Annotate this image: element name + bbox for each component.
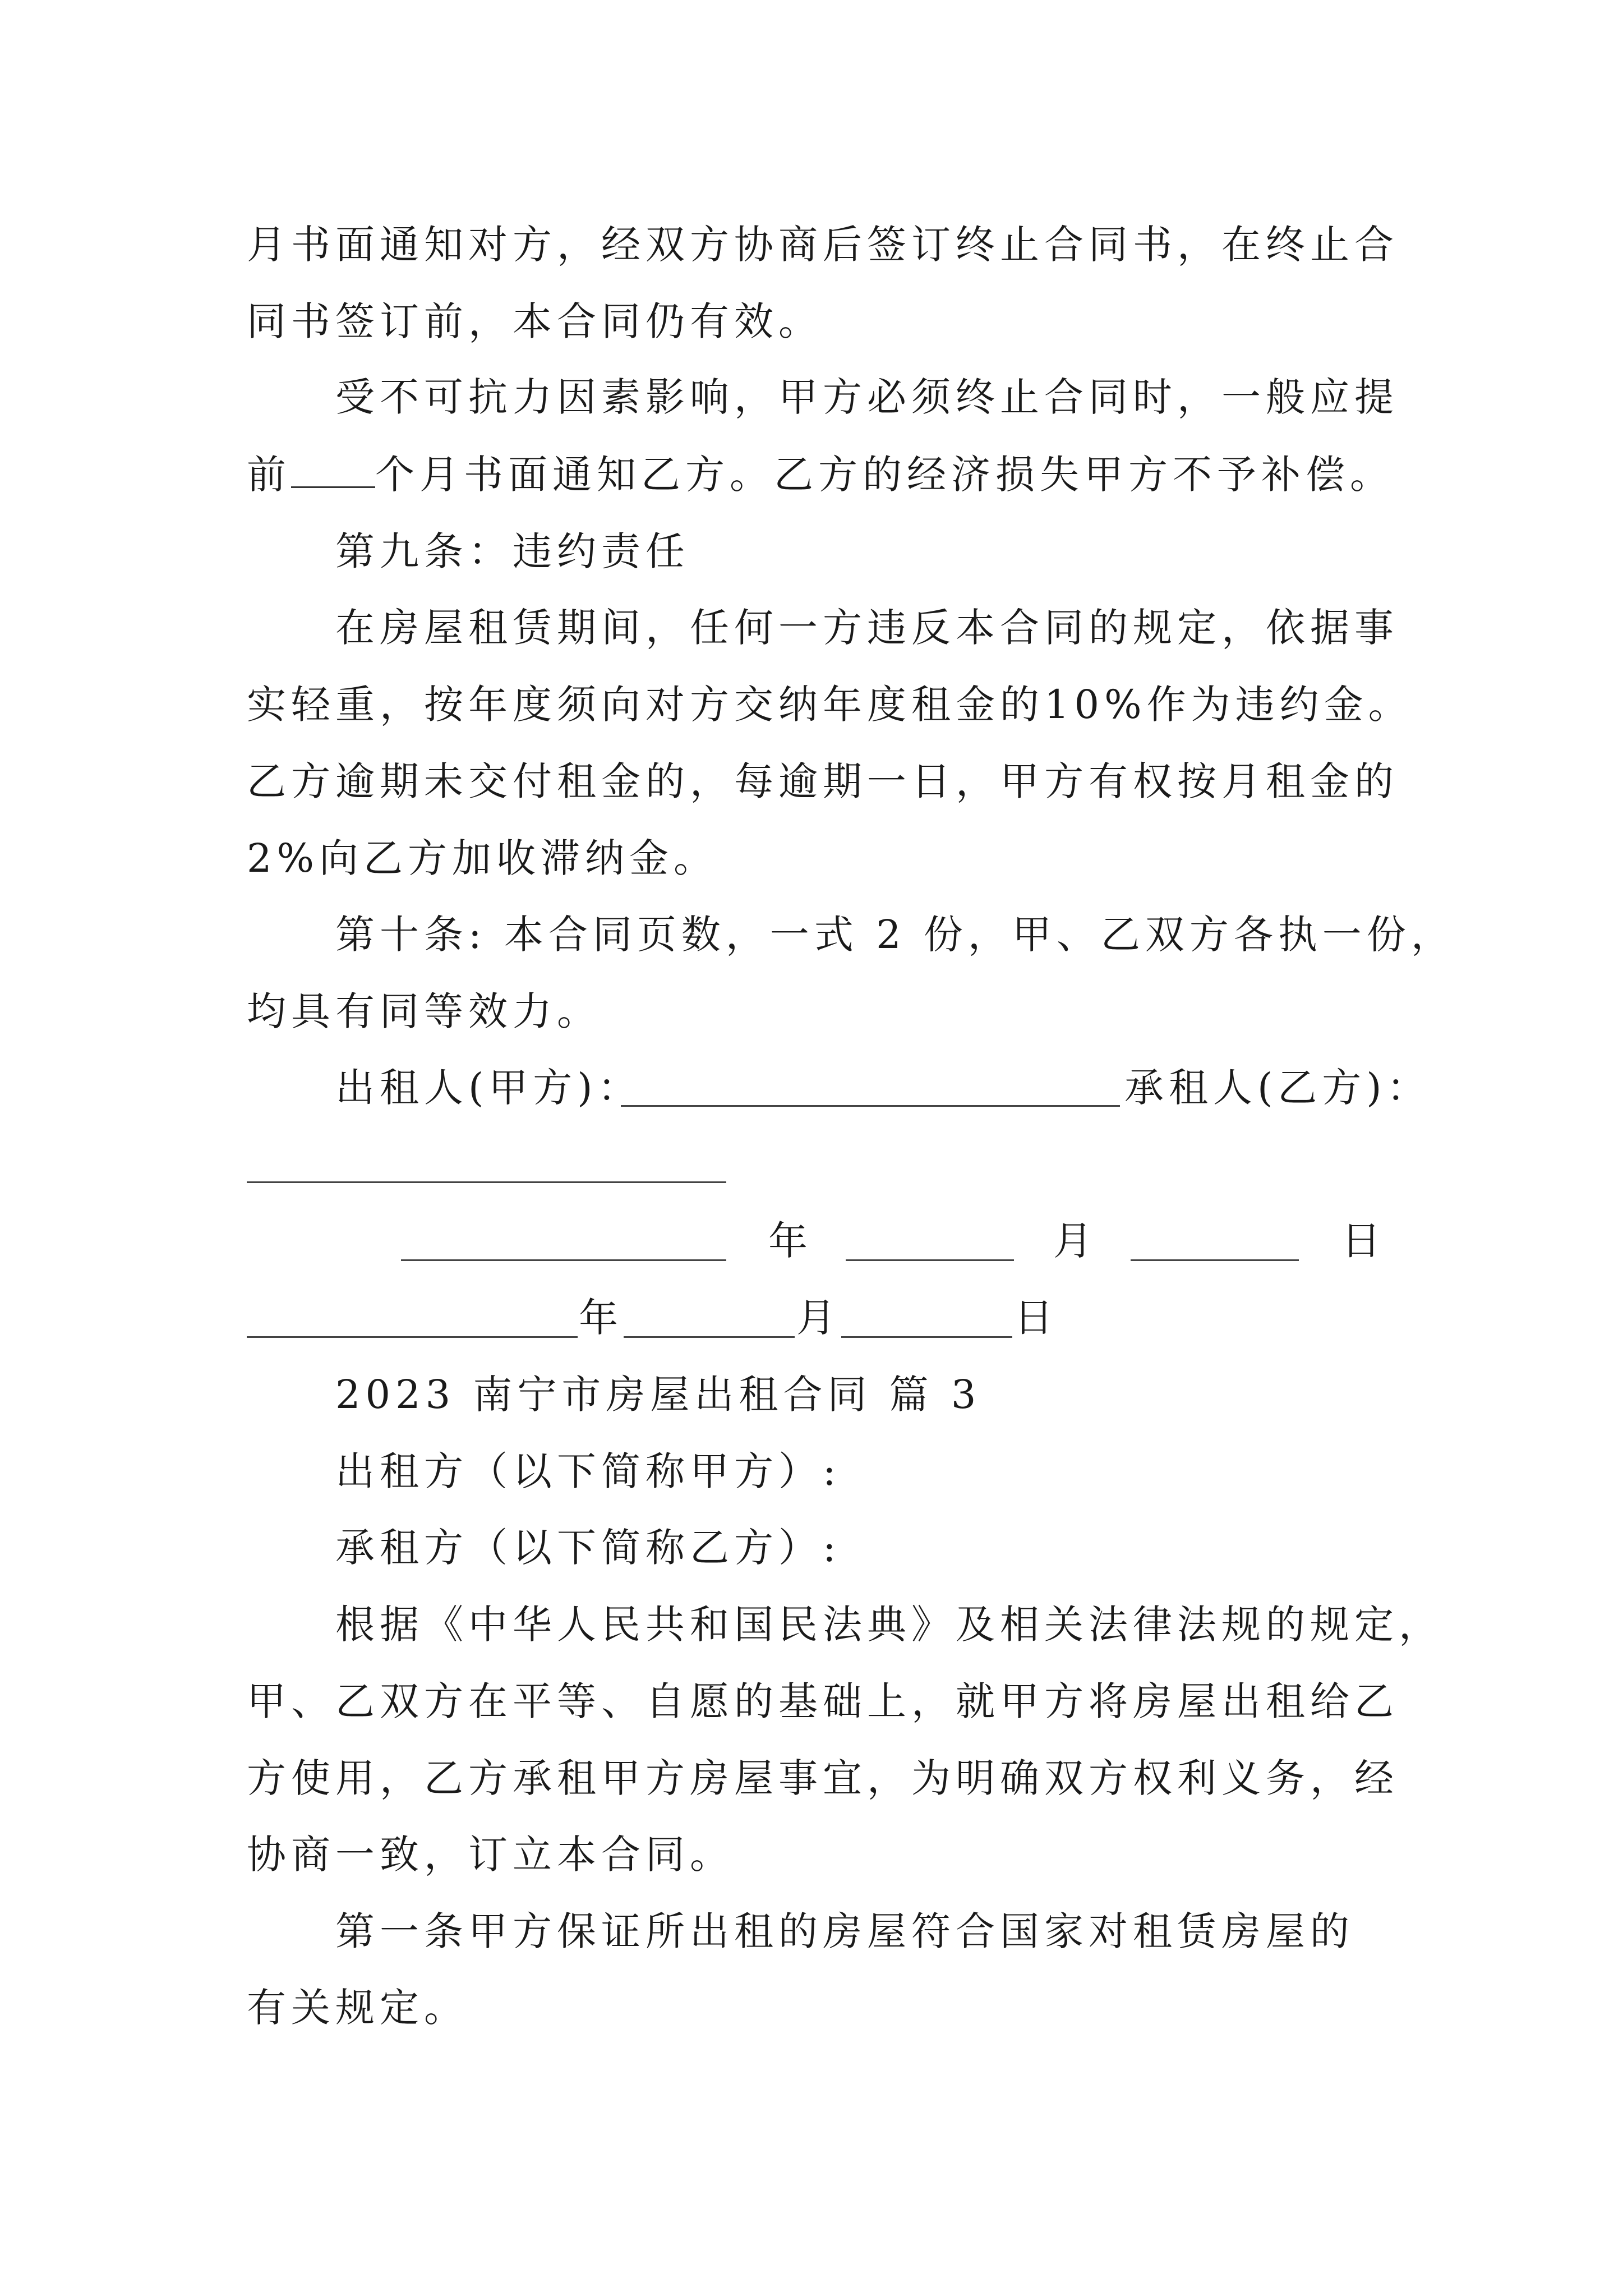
lessee-signature-line[interactable] (247, 1181, 726, 1183)
paragraph-line: 根据《中华人民共和国民法典》及相关法律法规的规定， (335, 1602, 1443, 1648)
section-heading-article-10: 第十条: 本合同页数，一式 2 份，甲、乙双方各执一份， (335, 912, 1455, 958)
paragraph-line (247, 449, 1394, 500)
date1-year-label: 年 (768, 1218, 813, 1264)
paragraph-line: 协商一致，订立本合同。 (247, 1832, 734, 1878)
date2-month-blank[interactable] (624, 1336, 795, 1338)
text-segment: 前 (247, 452, 291, 498)
lessor-signature-line[interactable] (621, 1105, 1120, 1107)
paragraph-line: 均具有同等效力。 (247, 988, 601, 1034)
paragraph-line: 实轻重，按年度须向对方交纳年度租金的10%作为违约金。 (247, 682, 1413, 728)
fill-in-blank-months[interactable] (291, 452, 375, 488)
lessee-definition: 承租方（以下简称乙方）: (335, 1525, 841, 1571)
date2-day-label: 日 (1014, 1295, 1058, 1341)
paragraph-line: 有关规定。 (247, 1985, 468, 2031)
lessor-definition: 出租方（以下简称甲方）: (335, 1448, 841, 1494)
paragraph-line: 在房屋租赁期间，任何一方违反本合同的规定，依据事 (335, 605, 1399, 651)
lessee-signature-label: 承租人(乙方)： (1124, 1065, 1431, 1111)
date1-day-label: 日 (1341, 1218, 1386, 1264)
lessor-signature-label: 出租人(甲方)： (335, 1065, 642, 1111)
date2-day-blank[interactable] (841, 1336, 1012, 1338)
paragraph-line: 方使用，乙方承租甲方房屋事宜，为明确双方权利义务，经 (247, 1755, 1399, 1801)
contract-title: 2023 南宁市房屋出租合同 篇 3 (335, 1372, 981, 1418)
paragraph-line: 2%向乙方加收滞纳金。 (247, 835, 718, 881)
date2-month-label: 月 (796, 1295, 841, 1341)
paragraph-line: 乙方逾期未交付租金的，每逾期一日，甲方有权按月租金的 (247, 758, 1399, 804)
date1-month-blank[interactable] (846, 1259, 1014, 1261)
section-heading-article-9: 第九条：违约责任 (335, 528, 690, 574)
paragraph-line: 月书面通知对方，经双方协商后签订终止合同书，在终止合 (247, 222, 1399, 268)
date2-year-label: 年 (579, 1295, 623, 1341)
paragraph-line: 同书签订前，本合同仍有效。 (247, 298, 823, 344)
date1-year-blank[interactable] (401, 1259, 726, 1261)
date1-day-blank[interactable] (1131, 1259, 1299, 1261)
paragraph-line: 受不可抗力因素影响，甲方必须终止合同时，一般应提 (335, 374, 1399, 420)
text-segment: 个月书面通知乙方。乙方的经济损失甲方不予补偿。 (375, 452, 1394, 498)
section-heading-article-1: 第一条甲方保证所出租的房屋符合国家对租赁房屋的 (335, 1908, 1354, 1954)
date1-month-label: 月 (1053, 1218, 1098, 1264)
paragraph-line: 甲、乙双方在平等、自愿的基础上，就甲方将房屋出租给乙 (247, 1678, 1399, 1724)
date2-year-blank[interactable] (247, 1336, 578, 1338)
